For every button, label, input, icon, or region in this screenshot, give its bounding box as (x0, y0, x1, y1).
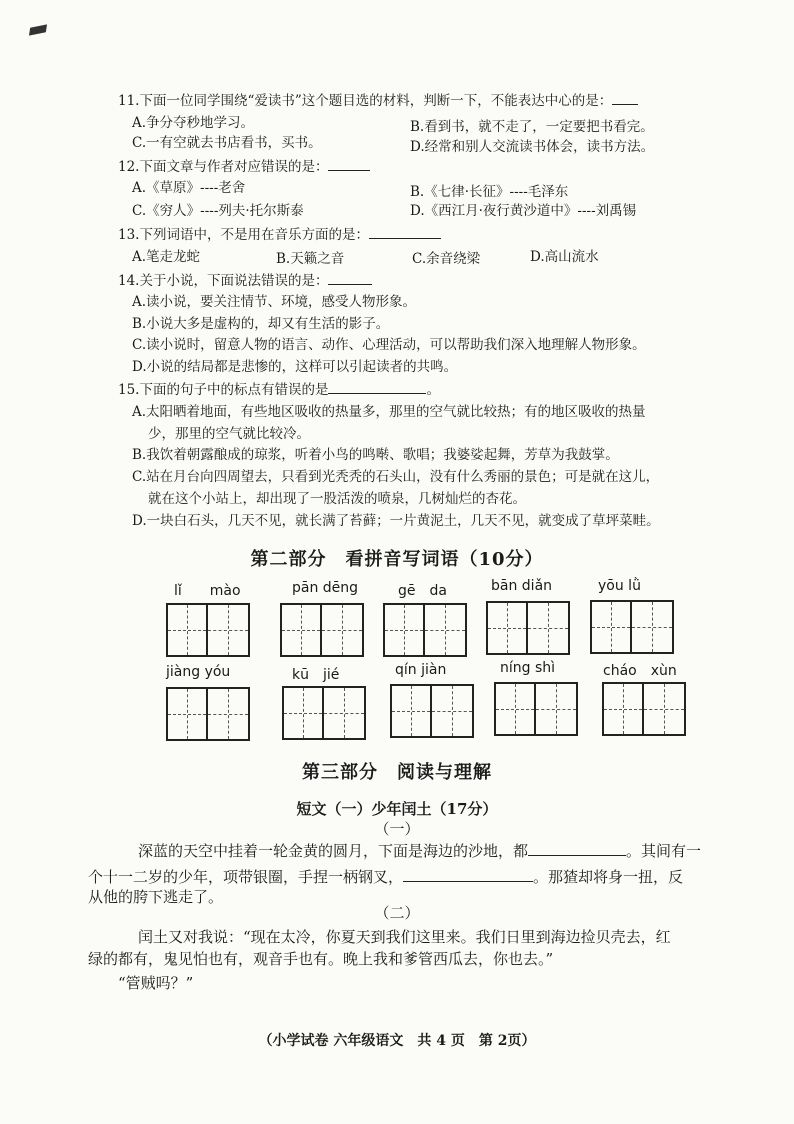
q11-option-d: D.经常和别人交流读书体会，读书方法。 (410, 139, 655, 155)
q14-option-c: C.读小说时，留意人物的语言、动作、心理活动，可以帮助我们深入地理解人物形象。 (132, 337, 646, 353)
pinyin-10: cháo xùn (603, 663, 677, 679)
pinyin-3: gē da (398, 583, 447, 599)
q11-option-a: A.争分夺秒地学习。 (132, 115, 255, 131)
q14-option-d: D.小说的结局都是悲惨的，这样可以引起读者的共鸣。 (132, 359, 458, 375)
writing-grid-8[interactable] (390, 684, 474, 738)
pinyin-1: lǐ mào (174, 583, 241, 599)
part3-title: 第三部分 阅读与理解 (302, 762, 492, 783)
passage-line-1: 深蓝的天空中挂着一轮金黄的圆月，下面是海边的沙地，都 。其间有一 (138, 842, 702, 860)
passage-title: 短文（一）少年闰土（17分） (296, 800, 498, 818)
q11-stem: 11.下面一位同学围绕“爱读书”这个题目选的材料，判断一下，不能表达中心的是： (118, 90, 638, 111)
q15-stem: 15.下面的句子中的标点有错误的是 。 (118, 379, 440, 400)
pinyin-8: qín jiàn (395, 662, 447, 678)
pinyin-6: jiàng yóu (166, 664, 231, 680)
passage-blank-1[interactable] (528, 841, 626, 856)
writing-grid-1[interactable] (166, 603, 250, 657)
writing-grid-9[interactable] (494, 682, 578, 736)
q14-option-a: A.读小说，要关注情节、环境，感受人物形象。 (132, 294, 417, 310)
pinyin-4: bān diǎn (491, 578, 553, 594)
scan-mark (29, 24, 47, 35)
writing-grid-3[interactable] (383, 603, 467, 657)
q15-option-b: B.我饮着朝露酿成的琼浆，听着小鸟的鸣啭、歌唱；我婆娑起舞，芳草为我鼓掌。 (132, 447, 619, 463)
q13-option-c: C.余音绕梁 (412, 251, 481, 267)
q11-option-c: C.一有空就去书店看书，买书。 (132, 135, 322, 151)
pinyin-2: pān dēng (292, 580, 359, 596)
passage-line-5: 绿的都有，鬼见怕也有，观音手也有。晚上我和爹管西瓜去，你也去。” (88, 950, 554, 968)
q13-option-b: B.天籁之音 (276, 251, 345, 267)
part2-title: 第二部分 看拼音写词语（10分） (250, 549, 544, 570)
page-footer: （小学试卷 六年级语文 共 4 页 第 2页） (258, 1033, 536, 1049)
q12-option-c: C.《穷人》----列夫·托尔斯泰 (132, 203, 304, 219)
passage-line-4: 闰土又对我说：“现在太冷，你夏天到我们这里来。我们日里到海边捡贝壳去，红 (138, 928, 671, 946)
q12-option-d: D.《西江月·夜行黄沙道中》----刘禹锡 (410, 203, 637, 219)
q15-option-c-line1: C.站在月台向四周望去，只看到光秃秃的石头山，没有什么秀丽的景色；可是就在这儿， (132, 469, 660, 485)
q15-option-a-line1: A.太阳晒着地面，有些地区吸收的热量多，那里的空气就比较热；有的地区吸收的热量 (132, 404, 646, 420)
q13-option-a: A.笔走龙蛇 (132, 249, 201, 265)
q13-option-d: D.高山流水 (530, 249, 599, 265)
q15-option-a-line2: 少，那里的空气就比较冷。 (148, 426, 310, 442)
section-2-label: （二） (374, 904, 420, 922)
q13-stem: 13.下列词语中，不是用在音乐方面的是： (118, 224, 441, 245)
pinyin-5: yōu lǜ (598, 578, 641, 594)
q15-option-c-line2: 就在这个小站上，却出现了一股活泼的喷泉，几树灿烂的杏花。 (148, 491, 526, 507)
writing-grid-4[interactable] (486, 601, 570, 655)
passage-blank-2[interactable] (403, 867, 533, 882)
writing-grid-10[interactable] (602, 682, 686, 736)
q11-option-b: B.看到书，就不走了，一定要把书看完。 (410, 119, 654, 135)
q12-stem: 12.下面文章与作者对应错误的是： (118, 156, 370, 177)
passage-line-3: 从他的胯下逃走了。 (88, 888, 224, 906)
q15-option-d: D.一块白石头，几天不见，就长满了苔藓；一片黄泥土，几天不见，就变成了草坪菜畦。 (132, 513, 660, 529)
pinyin-7: kū jié (292, 667, 340, 683)
writing-grid-6[interactable] (166, 687, 250, 741)
q12-option-b: B.《七律·长征》----毛泽东 (410, 184, 569, 200)
q14-stem: 14.关于小说，下面说法错误的是： (118, 270, 372, 291)
q14-option-b: B.小说大多是虚构的，却又有生活的影子。 (132, 316, 390, 332)
section-1-label: （一） (374, 820, 420, 838)
writing-grid-2[interactable] (280, 603, 364, 657)
passage-line-2: 个十一二岁的少年，项带银圈，手捏一柄钢叉， 。那猹却将身一扭，反 (88, 868, 684, 886)
pinyin-9: níng shì (500, 660, 556, 676)
passage-line-6: “管贼吗？” (118, 974, 194, 992)
q12-option-a: A.《草原》----老舍 (132, 180, 246, 196)
writing-grid-5[interactable] (590, 600, 674, 654)
writing-grid-7[interactable] (282, 686, 366, 740)
